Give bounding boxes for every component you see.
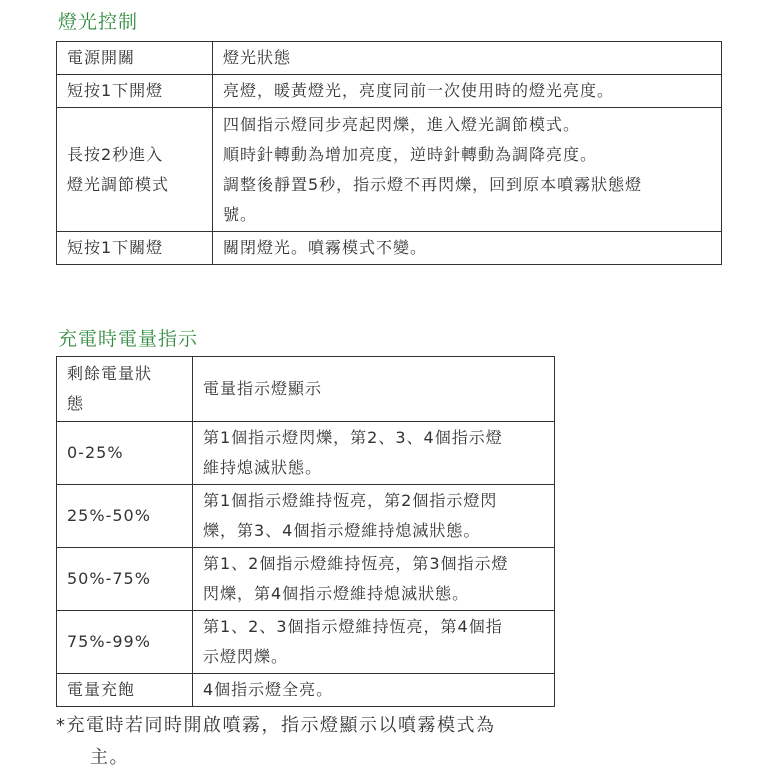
header-line: 剩餘電量狀 (67, 364, 153, 383)
row-key: 短按1下開燈 (57, 75, 213, 108)
charging-indicator-table (56, 356, 555, 707)
light-control-table (56, 41, 722, 265)
table-row (57, 548, 555, 611)
table-row (57, 232, 722, 265)
indicator-description (193, 611, 555, 674)
row-description (213, 108, 722, 232)
description-line: 第1個指示燈閃爍，第2、3、4個指示燈 (203, 428, 503, 447)
battery-level: 50%-75% (57, 548, 193, 611)
section-title-light-control: 燈光控制 (58, 11, 139, 33)
description-line: 第1、2、3個指示燈維持恆亮，第4個指 (203, 617, 503, 636)
table-row (57, 611, 555, 674)
header-line: 態 (67, 394, 85, 413)
header-power-switch: 電源開關 (57, 42, 213, 75)
description-line: 閃爍，第4個指示燈維持熄滅狀態。 (203, 584, 470, 603)
table-header-row (57, 42, 722, 75)
row-key (57, 108, 213, 232)
footnote-line: *充電時若同時開啟噴霧，指示燈顯示以噴霧模式為 (56, 715, 496, 736)
battery-level: 0-25% (57, 422, 193, 485)
table-row (57, 674, 555, 707)
indicator-description (193, 422, 555, 485)
row-key-line: 燈光調節模式 (67, 174, 170, 194)
description-line: 號。 (223, 204, 258, 224)
description-line: 第1、2個指示燈維持恆亮，第3個指示燈 (203, 554, 509, 573)
section-title-charging-indicator: 充電時電量指示 (58, 328, 199, 350)
indicator-description (193, 548, 555, 611)
description-line: 維持熄滅狀態。 (203, 458, 323, 477)
battery-level: 75%-99% (57, 611, 193, 674)
row-description: 關閉燈光。噴霧模式不變。 (213, 232, 722, 265)
table-row (57, 485, 555, 548)
description-line: 示燈閃爍。 (203, 647, 289, 666)
table-row (57, 75, 722, 108)
description-line: 四個指示燈同步亮起閃爍，進入燈光調節模式。 (223, 114, 581, 134)
row-description: 亮燈，暖黃燈光，亮度同前一次使用時的燈光亮度。 (213, 75, 722, 108)
description-line: 調整後靜置5秒，指示燈不再閃爍，回到原本噴霧狀態燈 (223, 174, 643, 194)
header-remaining-battery (57, 357, 193, 422)
battery-level: 電量充飽 (57, 674, 193, 707)
header-indicator-display: 電量指示燈顯示 (193, 357, 555, 422)
footnote-line: 主。 (90, 747, 129, 768)
table-row (57, 108, 722, 232)
row-key-line: 長按2秒進入 (67, 144, 164, 164)
table-header-row (57, 357, 555, 422)
description-line: 爍，第3、4個指示燈維持熄滅狀態。 (203, 521, 481, 540)
description-line: 第1個指示燈維持恆亮，第2個指示燈閃 (203, 491, 498, 510)
row-key: 短按1下關燈 (57, 232, 213, 265)
indicator-description: 4個指示燈全亮。 (193, 674, 555, 707)
footnote (56, 710, 556, 774)
header-light-status: 燈光狀態 (213, 42, 722, 75)
indicator-description (193, 485, 555, 548)
battery-level: 25%-50% (57, 485, 193, 548)
table-row (57, 422, 555, 485)
description-line: 順時針轉動為增加亮度，逆時針轉動為調降亮度。 (223, 144, 598, 164)
